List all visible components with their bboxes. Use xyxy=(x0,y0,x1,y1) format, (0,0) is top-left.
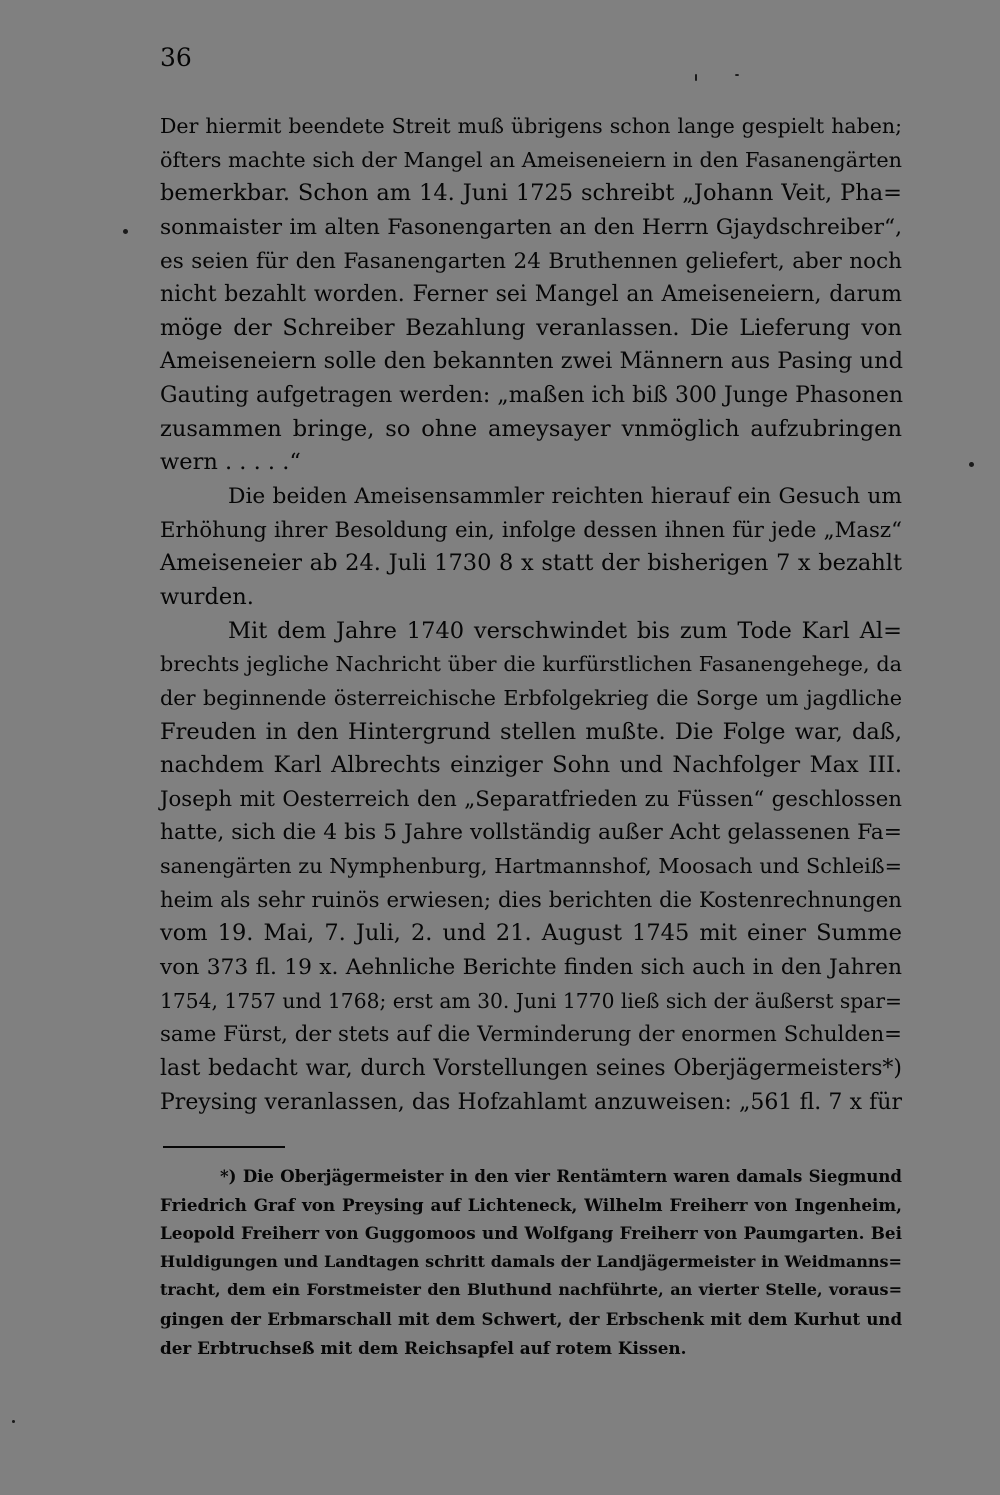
text-line: nicht bezahlt worden. Ferner sei Mangel an Ameiseneiern, darum xyxy=(160,282,902,308)
text-line: von 373 fl. 19 x. Aehnliche Berichte finden sich auch in den Jahren xyxy=(160,955,902,981)
text-line: sonmaister im alten Fasonengarten an den Herrn Gjaydschreiber“, xyxy=(160,214,902,240)
text-line: same Fürst, der stets auf die Verminderung der enormen Schulden= xyxy=(160,1022,902,1048)
footnote-line: Huldigungen und Landtagen schritt damals der Landjägermeister in Weidmanns= xyxy=(160,1251,902,1271)
text-line: Der hiermit beendete Streit muß übrigens schon lange gespielt haben; xyxy=(160,114,902,138)
text-line: Ameiseneier ab 24. Juli 1730 8 x statt der bisherigen 7 x bezahlt xyxy=(160,550,902,577)
text-line: es seien für den Fasanengarten 24 Bruthennen geliefert, aber noch xyxy=(160,248,902,274)
text-line: öfters machte sich der Mangel an Ameiseneiern in den Fasanengärten xyxy=(160,147,902,172)
text-line: hatte, sich die 4 bis 5 Jahre vollständig außer Acht gelassenen Fa= xyxy=(160,820,902,846)
scan-speck xyxy=(12,1420,15,1423)
text-line: Mit dem Jahre 1740 verschwindet bis zum Tode Karl Al= xyxy=(228,617,902,644)
text-line: möge der Schreiber Bezahlung veranlassen. Die Lieferung von xyxy=(160,314,902,341)
text-line: Preysing veranlassen, das Hofzahlamt anzuweisen: „561 fl. 7 x für xyxy=(160,1089,902,1115)
footnote-line: der Erbtruchseß mit dem Reichsapfel auf rotem Kissen. xyxy=(160,1337,687,1358)
text-line: last bedacht war, durch Vorstellungen seines Oberjägermeisters*) xyxy=(160,1055,902,1081)
footnote-line: gingen der Erbmarschall mit dem Schwert, der Erbschenk mit dem Kurhut und xyxy=(160,1308,902,1329)
scan-speck xyxy=(123,229,128,234)
text-line: Die beiden Ameisensammler reichten hierauf ein Gesuch um xyxy=(228,484,902,510)
footnote-rule xyxy=(163,1146,285,1148)
text-line: Gauting aufgetragen werden: „maßen ich biß 300 Junge Phasonen xyxy=(160,383,904,409)
text-line: vom 19. Mai, 7. Juli, 2. und 21. August 1745 mit einer Summe xyxy=(160,920,902,947)
footnote-line: Leopold Freiherr von Guggomoos und Wolfgang Freiherr von Paumgarten. Bei xyxy=(160,1223,902,1244)
footnote-line: *) Die Oberjägermeister in den vier Rentämtern waren damals Siegmund xyxy=(220,1166,902,1186)
text-line: zusammen bringe, so ohne ameysayer vnmöglich aufzubringen xyxy=(160,415,902,442)
footnote-line: Friedrich Graf von Preysing auf Lichteneck, Wilhelm Freiherr von Ingenheim, xyxy=(160,1194,902,1215)
scan-speck xyxy=(969,462,974,467)
text-line: brechts jegliche Nachricht über die kurfürstlichen Fasanengehege, da xyxy=(160,652,902,677)
text-line: Ameiseneiern solle den bekannten zwei Männern aus Pasing und xyxy=(160,348,903,375)
text-line: wurden. xyxy=(160,583,254,610)
text-line: wern . . . . .“ xyxy=(160,449,301,476)
page-number: 36 xyxy=(160,43,192,72)
scan-speck xyxy=(695,74,697,81)
text-line: heim als sehr ruinös erwiesen; dies berichten die Kostenrechnungen xyxy=(160,887,902,913)
text-line: sanengärten zu Nymphenburg, Hartmannshof, Moosach und Schleiß= xyxy=(160,854,902,879)
text-line: bemerkbar. Schon am 14. Juni 1725 schreibt „Johann Veit, Pha= xyxy=(160,180,902,207)
text-line: Freuden in den Hintergrund stellen mußte. Die Folge war, daß, xyxy=(160,718,902,745)
footnotes xyxy=(160,1162,902,1362)
text-line: der beginnende österreichische Erbfolgekrieg die Sorge um jagdliche xyxy=(160,685,902,710)
body-text xyxy=(160,110,902,1119)
text-line: Joseph mit Oesterreich den „Separatfrieden zu Füssen“ geschlossen xyxy=(160,786,902,812)
text-line: nachdem Karl Albrechts einziger Sohn und Nachfolger Max III. xyxy=(160,752,902,779)
scan-speck xyxy=(735,74,739,76)
text-line: Erhöhung ihrer Besoldung ein, infolge dessen ihnen für jede „Masz“ xyxy=(160,517,902,543)
text-line: 1754, 1757 und 1768; erst am 30. Juni 1770 ließ sich der äußerst spar= xyxy=(160,988,902,1013)
footnote-line: tracht, dem ein Forstmeister den Bluthund nachführte, an vierter Stelle, voraus= xyxy=(160,1280,902,1300)
